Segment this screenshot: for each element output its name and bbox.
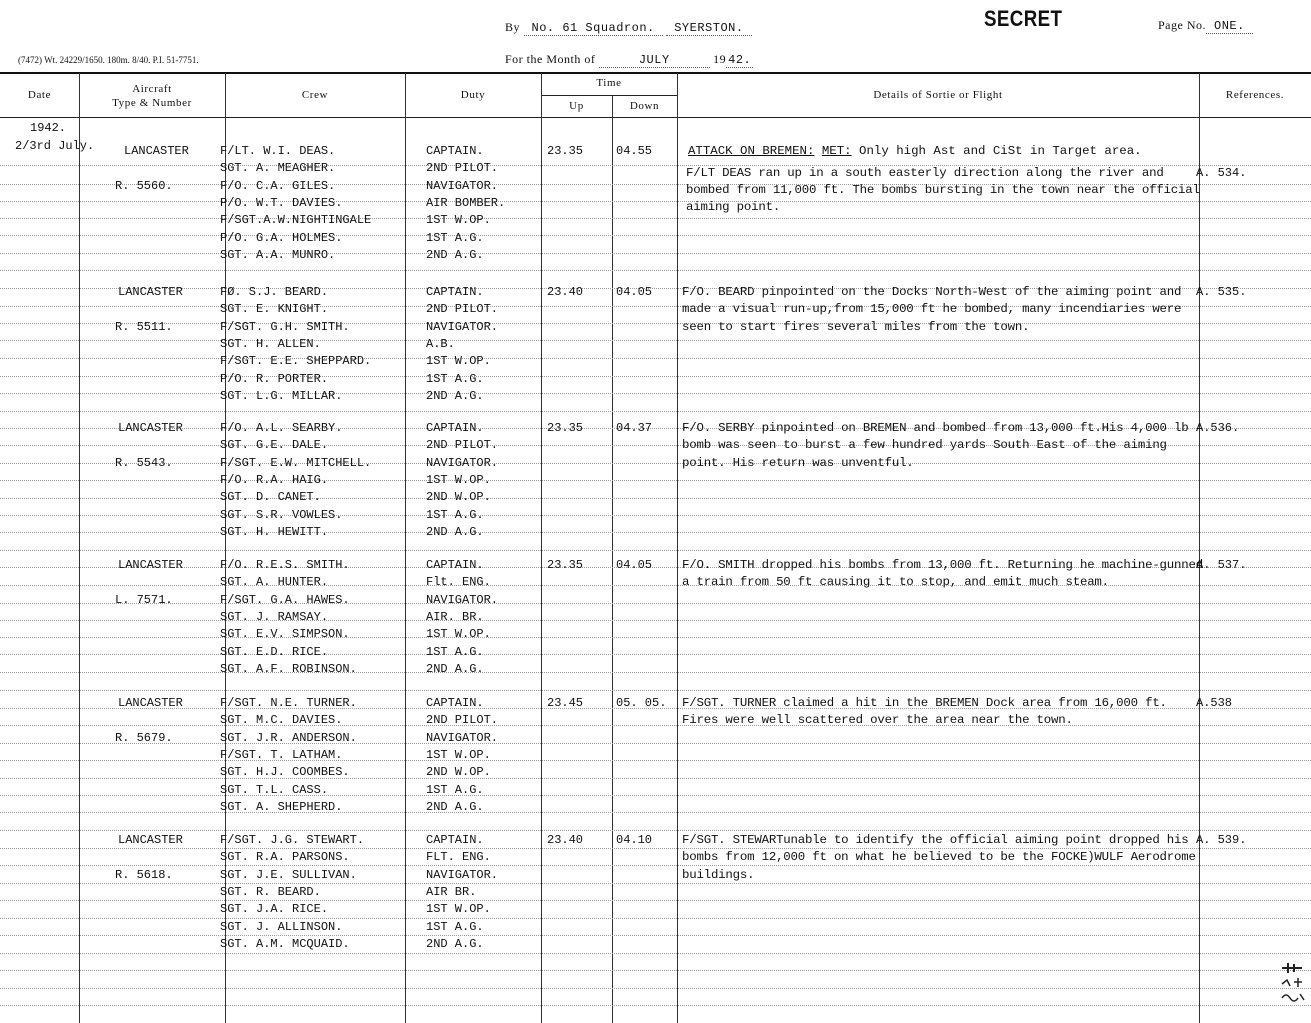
crew-duty: CAPTAIN. — [426, 421, 484, 435]
aircraft-type: LANCASTER — [118, 696, 183, 710]
aircraft-type: LANCASTER — [118, 285, 183, 299]
aircraft-serial: L. 7571. — [115, 592, 173, 607]
ruled-line — [0, 970, 1311, 971]
aircraft-type: LANCASTER — [118, 833, 183, 847]
ruled-line — [0, 760, 1311, 761]
crew-duty: 2ND PILOT. — [426, 302, 499, 317]
ruled-line — [0, 654, 1311, 655]
ruled-line — [0, 532, 1311, 533]
time-up: 23.35 — [547, 144, 584, 158]
aircraft-serial: R. 5511. — [115, 319, 173, 334]
crew-duty: 1ST W.OP. — [426, 902, 491, 917]
reference-number: A.536. — [1196, 421, 1240, 435]
crew-duty: NAVIGATOR. — [426, 867, 499, 882]
ruled-line — [0, 393, 1311, 394]
year-prefix: 19 — [713, 52, 727, 66]
crew-member: SGT. L.G. MILLAR. — [220, 388, 343, 403]
crew-member: SGT. T.L. CASS. — [220, 782, 329, 797]
column-divider-date — [79, 73, 80, 1023]
time-down: 04.37 — [616, 421, 653, 435]
page-number: ONE. — [1206, 19, 1253, 34]
time-up: 23.35 — [547, 421, 584, 435]
ruled-line — [0, 672, 1311, 673]
station-name: SYERSTON. — [666, 21, 751, 36]
crew-duty: 1ST W.OP. — [426, 213, 491, 228]
column-header-crew: Crew — [301, 89, 329, 101]
sortie-details: F/SGT. STEWARTunable to identify the official aiming point dropped his bombs from 12,000 ft on what he believed to be the FOCKE)WULF Aerodrome buildings. — [682, 833, 1196, 882]
crew-member: SGT. E.V. SIMPSON. — [220, 627, 350, 642]
crew-duty: CAPTAIN. — [426, 144, 484, 158]
ruled-line — [0, 550, 1311, 551]
crew-member: SGT. A.A. MUNRO. — [220, 247, 336, 262]
crew-member: F/SGT. E.W. MITCHELL. — [220, 455, 372, 470]
column-header-up: Up — [569, 100, 584, 112]
crew-member: SGT. H. ALLEN. — [220, 336, 321, 351]
crew-member: SGT. J.E. SULLIVAN. — [220, 867, 357, 882]
reference-number: A.538 — [1196, 696, 1233, 710]
month-line — [505, 52, 753, 67]
crew-duty: NAVIGATOR. — [426, 455, 499, 470]
time-down: 04.05 — [616, 558, 653, 572]
crew-duty: CAPTAIN. — [426, 833, 484, 847]
crew-duty: NAVIGATOR. — [426, 592, 499, 607]
crew-duty: 2ND PILOT. — [426, 161, 499, 176]
ruled-line — [0, 480, 1311, 481]
aircraft-type: LANCASTER — [118, 421, 183, 435]
crew-member: F/SGT. E.E. SHEPPARD. — [220, 354, 372, 369]
column-header-rule — [0, 117, 1311, 118]
ruled-line — [0, 778, 1311, 779]
time-down: 04.55 — [616, 144, 653, 158]
page-label: Page No. — [1158, 18, 1206, 32]
crew-member: P/O. R. PORTER. — [220, 371, 329, 386]
crew-member: SGT. M.C. DAVIES. — [220, 713, 343, 728]
crew-duty: 2ND W.OP. — [426, 490, 491, 505]
crew-member: F/SGT. G.A. HAWES. — [220, 592, 350, 607]
ruled-line — [0, 340, 1311, 341]
page-number-line — [1158, 18, 1253, 33]
crew-duty: AIR BR. — [426, 884, 477, 899]
crew-member: SGT. H.J. COOMBES. — [220, 765, 350, 780]
ruled-line — [0, 743, 1311, 744]
year-suffix: 42. — [728, 53, 752, 67]
crew-member: SGT. H. HEWITT. — [220, 524, 329, 539]
crew-member: F/O. R.A. HAIG. — [220, 472, 329, 487]
crew-duty: A.B. — [426, 336, 455, 351]
crew-member: F/SGT. T. LATHAM. — [220, 747, 343, 762]
crew-member: F/O. A.L. SEARBY. — [220, 421, 343, 435]
sortie-heading-line — [688, 143, 1142, 160]
ruled-line — [0, 253, 1311, 254]
time-up: 23.40 — [547, 285, 584, 299]
table-top-rule — [0, 72, 1311, 74]
sortie-details: F/SGT. TURNER claimed a hit in the BREMEN Dock area from 16,000 ft. Fires were well scattered over the area near the town. — [682, 696, 1167, 728]
column-header-date: Date — [27, 89, 52, 101]
crew-duty: NAVIGATOR. — [426, 730, 499, 745]
aircraft-serial: R. 5543. — [115, 455, 173, 470]
crew-duty: 2ND A.G. — [426, 936, 484, 951]
time-down: 05. 05. — [616, 696, 667, 710]
time-up: 23.35 — [547, 558, 584, 572]
column-divider-crew — [405, 73, 406, 1023]
crew-duty: 2ND A.G. — [426, 388, 484, 403]
aircraft-serial: R. 5679. — [115, 730, 173, 745]
crew-member: SGT. A. HUNTER. — [220, 575, 329, 590]
aircraft-type: LANCASTER — [118, 558, 183, 572]
crew-duty: 2ND A.G. — [426, 247, 484, 262]
crew-member: SGT. R.A. PARSONS. — [220, 850, 350, 865]
crew-member: F/O. C.A. GILES. — [220, 178, 336, 193]
date-day: 2/3rd July. — [15, 139, 95, 153]
column-header-duty: Duty — [460, 89, 486, 101]
month-label: For the Month of — [505, 52, 596, 66]
crew-member: SGT. A. SHEPHERD. — [220, 799, 343, 814]
crew-member: SGT. G.E. DALE. — [220, 438, 329, 453]
sortie-details: F/O. BEARD pinpointed on the Docks North-West of the aiming point and made a visual run-up,from 15,000 ft he bombed, many incendiaries were seen to start fires several miles from the town. — [682, 285, 1182, 334]
crew-member: SGT. E.D. RICE. — [220, 644, 329, 659]
column-header-type-number: Type & Number — [112, 97, 192, 109]
met-text: Only high Ast and CiSt in Target area. — [859, 144, 1142, 158]
ruled-line — [0, 603, 1311, 604]
ruled-line — [0, 637, 1311, 638]
crew-duty: AIR BOMBER. — [426, 195, 506, 210]
crew-duty: CAPTAIN. — [426, 696, 484, 710]
ruled-line — [0, 900, 1311, 901]
crew-member: F/SGT. J.G. STEWART. — [220, 833, 365, 847]
by-label: By — [505, 20, 521, 34]
crew-member: FØ. S.J. BEARD. — [220, 285, 329, 299]
crew-duty: CAPTAIN. — [426, 558, 484, 572]
squadron-line — [505, 20, 752, 35]
ruled-line — [0, 515, 1311, 516]
sortie-details: F/O. SMITH dropped his bombs from 13,000 ft. Returning he machine-gunned a train from 50 ft causing it to stop, and emit much steam. — [682, 558, 1203, 590]
sortie-details: F/O. SERBY pinpointed on BREMEN and bombed from 13,000 ft.His 4,000 lb bomb was seen to burst a few hundred yards South East of the aiming point. His return was unventful. — [682, 421, 1189, 470]
crew-duty: Flt. ENG. — [426, 575, 491, 590]
crew-duty: 1ST A.G. — [426, 644, 484, 659]
ruled-line — [0, 235, 1311, 236]
column-header-references: References. — [1225, 89, 1285, 101]
crew-member: SGT. J. RAMSAY. — [220, 609, 329, 624]
time-down: 04.10 — [616, 833, 653, 847]
column-header-aircraft: Aircraft — [132, 83, 172, 95]
aircraft-type: LANCASTER — [124, 144, 189, 158]
crew-member: SGT. J. ALLINSON. — [220, 919, 343, 934]
ruled-line — [0, 795, 1311, 796]
crew-member: SGT. A.F. ROBINSON. — [220, 661, 357, 676]
ruled-line — [0, 358, 1311, 359]
crew-member: SGT. D. CANET. — [220, 490, 321, 505]
crew-duty: CAPTAIN. — [426, 285, 484, 299]
crew-duty: 1ST A.G. — [426, 371, 484, 386]
crew-member: SGT. S.R. VOWLES. — [220, 507, 343, 522]
crew-duty: 2ND PILOT. — [426, 438, 499, 453]
crew-duty: 1ST W.OP. — [426, 472, 491, 487]
ruled-line — [0, 918, 1311, 919]
crew-member: SGT. E. KNIGHT. — [220, 302, 329, 317]
time-up: 23.40 — [547, 833, 584, 847]
ruled-line — [0, 830, 1311, 831]
time-subheader-rule — [541, 95, 677, 96]
crew-duty: NAVIGATOR. — [426, 319, 499, 334]
crew-duty: 2ND A.G. — [426, 524, 484, 539]
date-year: 1942. — [30, 121, 67, 135]
ruled-line — [0, 1005, 1311, 1006]
ruled-line — [0, 935, 1311, 936]
crew-member: F/SGT. G.H. SMITH. — [220, 319, 350, 334]
crew-duty: AIR. BR. — [426, 609, 484, 624]
reference-number: A. 537. — [1196, 558, 1247, 572]
sortie-details: F/LT DEAS ran up in a south easterly direction along the river and bombed from 11,000 ft. The bombs bursting in the town near the official aiming point. — [686, 165, 1200, 215]
print-code: (7472) Wt. 24229/1650. 180m. 8/40. P.I. 51-7751. — [18, 55, 199, 65]
initials-stamp-icon — [1278, 960, 1306, 1005]
crew-member: F/LT. W.I. DEAS. — [220, 144, 336, 158]
time-up: 23.45 — [547, 696, 584, 710]
squadron-name: No. 61 Squadron. — [524, 21, 663, 36]
crew-duty: 2ND A.G. — [426, 799, 484, 814]
crew-duty: 1ST A.G. — [426, 782, 484, 797]
column-header-down: Down — [629, 100, 660, 112]
met-label: MET: — [821, 144, 852, 158]
crew-duty: 1ST W.OP. — [426, 747, 491, 762]
crew-duty: 2ND A.G. — [426, 661, 484, 676]
crew-member: F/O. R.E.S. SMITH. — [220, 558, 350, 572]
crew-member: F/SGT.A.W.NIGHTINGALE — [220, 213, 372, 228]
ruled-line — [0, 376, 1311, 377]
crew-member: SGT. A. MEAGHER. — [220, 161, 336, 176]
ruled-line — [0, 620, 1311, 621]
crew-duty: 2ND PILOT. — [426, 713, 499, 728]
column-divider-duty — [541, 73, 542, 1023]
crew-duty: 2ND W.OP. — [426, 765, 491, 780]
ruled-line — [0, 812, 1311, 813]
crew-duty: 1ST A.G. — [426, 507, 484, 522]
crew-duty: NAVIGATOR. — [426, 178, 499, 193]
reference-number: A. 535. — [1196, 285, 1247, 299]
classification-label: SECRET — [984, 6, 1063, 31]
column-header-details: Details of Sortie or Flight — [873, 89, 1003, 101]
ruled-line — [0, 690, 1311, 691]
crew-member: SGT. A.M. MCQUAID. — [220, 936, 350, 951]
aircraft-serial: R. 5560. — [115, 178, 173, 193]
crew-duty: 1ST W.OP. — [426, 627, 491, 642]
time-down: 04.05 — [616, 285, 653, 299]
crew-member: SGT. R. BEARD. — [220, 884, 321, 899]
crew-duty: 1ST A.G. — [426, 230, 484, 245]
reference-number: A. 534. — [1196, 165, 1247, 180]
crew-member: SGT. J.A. RICE. — [220, 902, 329, 917]
ruled-line — [0, 988, 1311, 989]
aircraft-serial: R. 5618. — [115, 867, 173, 882]
ruled-line — [0, 270, 1311, 271]
crew-duty: 1ST A.G. — [426, 919, 484, 934]
target-heading: ATTACK ON BREMEN: — [688, 144, 815, 158]
ruled-line — [0, 411, 1311, 412]
crew-duty: FLT. ENG. — [426, 850, 491, 865]
column-header-time: Time — [596, 77, 622, 89]
reference-number: A. 539. — [1196, 833, 1247, 847]
crew-member: F/SGT. N.E. TURNER. — [220, 696, 357, 710]
ruled-line — [0, 498, 1311, 499]
ruled-line — [0, 953, 1311, 954]
crew-member: SGT. J.R. ANDERSON. — [220, 730, 357, 745]
crew-duty: 1ST W.OP. — [426, 354, 491, 369]
crew-member: P/O. G.A. HOLMES. — [220, 230, 343, 245]
month-value: JULY — [599, 53, 710, 68]
column-divider-time — [677, 73, 678, 1023]
ruled-line — [0, 218, 1311, 219]
crew-member: P/O. W.T. DAVIES. — [220, 195, 343, 210]
